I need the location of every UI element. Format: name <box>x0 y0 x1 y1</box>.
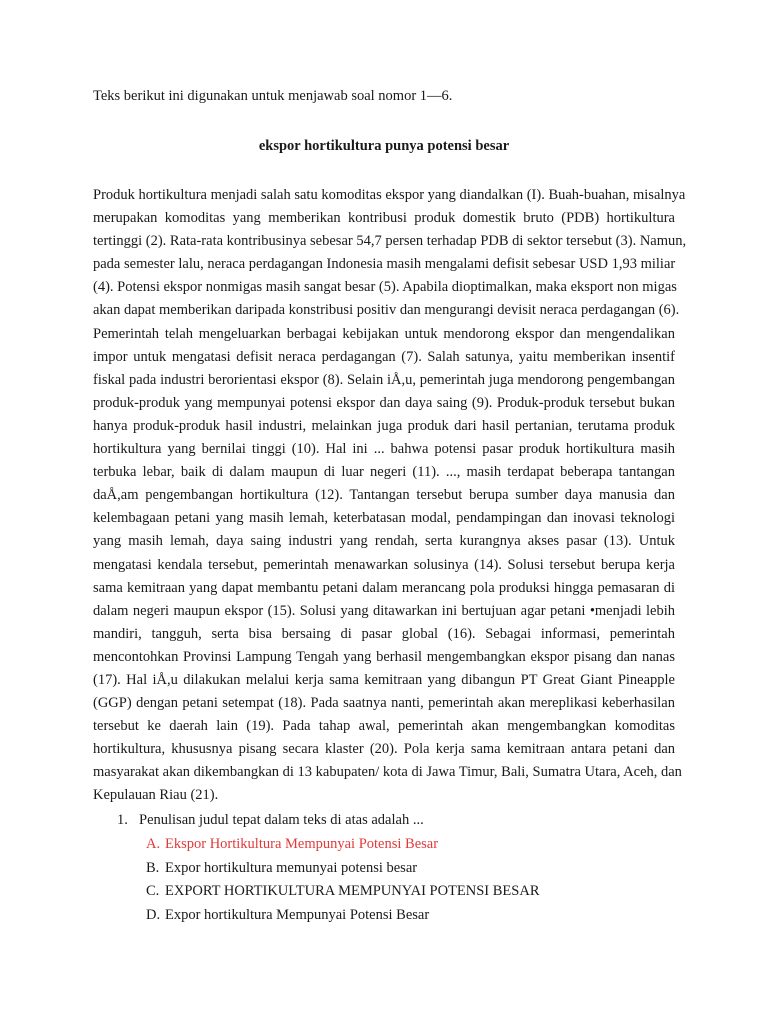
option-text: Expor hortikultura memunyai potensi besar <box>165 859 418 876</box>
paragraph-line: impor untuk mengatasi defisit neraca perdagangan (7). Salah satunya, yaitu memberikan insentif <box>93 348 675 365</box>
paragraph-line: hortikultura, khususnya pisang secara klaster (20). Pola kerja sama kemitraan antara petani dan <box>93 741 675 758</box>
option-letter: B. <box>146 859 160 876</box>
paragraph-line: Kepulauan Riau (21). <box>93 787 219 804</box>
article-title: ekspor hortikultura punya potensi besar <box>258 138 510 154</box>
paragraph-line: mandiri, tangguh, serta bisa bersaing di pasar global (16). Sebagai informasi, pemerintah <box>93 625 675 642</box>
paragraph-line: pada semester lalu, neraca perdagangan Indonesia masih mengalami defisit sebesar USD 1,93 miliar <box>93 256 676 273</box>
option-b <box>146 857 540 881</box>
paragraph-line: masyarakat akan dikembangkan di 13 kabupaten/ kota di Jawa Timur, Bali, Sumatra Utara, Aceh, dan <box>93 764 682 781</box>
paragraph-line: hortikultura yang bernilai tinggi (10). Hal ini ... bahwa potensi pasar produk hortikultura masih <box>93 441 675 458</box>
question-text: Penulisan judul tepat dalam teks di atas adalah ... <box>139 812 424 828</box>
option-a <box>146 833 540 857</box>
paragraph-line: (17). Hal iÅ,u dilakukan melalui kerja sama kemitraan yang dibangun PT Great Giant Pineapple <box>93 671 675 688</box>
option-d <box>146 904 540 928</box>
article-paragraph <box>93 184 687 808</box>
paragraph-line: daÅ,am pengembangan hortikultura (12). Tantangan tersebut berupa sumber daya manusia dan <box>93 487 675 504</box>
paragraph-line: tersebut ke daerah lain (19). Pada tahap awal, pemerintah akan mengembangkan komoditas <box>93 718 675 735</box>
option-text: Expor hortikultura Mempunyai Potensi Besar <box>165 906 430 923</box>
option-text: Ekspor Hortikultura Mempunyai Potensi Besar <box>165 836 439 852</box>
question-1 <box>117 810 424 830</box>
paragraph-line: dalam negeri maupun ekspor (15). Solusi yang ditawarkan ini bertujuan agar petani •menjadi lebih <box>93 602 675 619</box>
paragraph-line: sama kemitraan yang dapat membantu petani dalam merancang pola produksi hingga pemasaran di <box>93 579 675 596</box>
paragraph-line: produk-produk yang mempunyai potensi ekspor dan daya saing (9). Produk-produk tersebut bukan <box>93 394 675 411</box>
paragraph-line: terbuka lebar, baik di dalam maupun di luar negeri (11). ..., masih terdapat beberapa tantangan <box>93 464 675 481</box>
paragraph-line: hanya produk-produk hasil industri, melainkan juga produk dari hasil pertanian, terutama produk <box>93 417 675 434</box>
paragraph-line: merupakan komoditas yang memberikan kontribusi produk domestik bruto (PDB) hortikultura <box>93 210 675 227</box>
question-number: 1. <box>117 812 128 828</box>
answer-options <box>146 833 540 927</box>
paragraph-line: yang masih lemah, daya saing industri yang rendah, serta kurangnya akses pasar (13). Untuk <box>93 533 675 550</box>
option-c <box>146 880 540 904</box>
paragraph-line: Produk hortikultura menjadi salah satu komoditas ekspor yang diandalkan (I). Buah-buahan, misalnya <box>93 187 686 203</box>
paragraph-line: tertinggi (2). Rata-rata kontribusinya sebesar 54,7 persen terhadap PDB di sektor tersebut (3). Namun, <box>93 233 687 250</box>
paragraph-line: (GGP) dengan petani setempat (18). Pada saatnya nanti, pemerintah akan mereplikasi keberhasilan <box>93 695 675 712</box>
option-letter: C. <box>146 883 160 899</box>
option-letter: D. <box>146 906 161 923</box>
intro-text: Teks berikut ini digunakan untuk menjawab soal nomor 1—6. <box>93 88 453 104</box>
paragraph-line: fiskal pada industri berorientasi ekspor (8). Selain iÅ,u, pemerintah juga mendorong pengembangan <box>93 371 675 388</box>
option-text: EXPORT HORTIKULTURA MEMPUNYAI POTENSI BESAR <box>165 883 540 899</box>
paragraph-line: Pemerintah telah mengeluarkan berbagai kebijakan untuk mendorong ekspor dan mengendalikan <box>93 325 675 342</box>
paragraph-line: mencontohkan Provinsi Lampung Tengah yang berhasil mengembangkan ekspor pisang dan nanas <box>93 648 675 665</box>
paragraph-line: akan dapat memberikan daripada konstribusi positiv dan mengurangi devisit neraca perdagangan (6). <box>93 302 680 319</box>
paragraph-line: (4). Potensi ekspor nonmigas masih sangat besar (5). Apabila dioptimalkan, maka eksport non migas <box>93 279 677 296</box>
option-letter: A. <box>146 836 161 852</box>
paragraph-line: mengatasi kendala tersebut, pemerintah menawarkan solusinya (14). Solusi tersebut berupa kerja <box>93 556 675 573</box>
paragraph-line: kelembagaan petani yang masih lemah, keterbatasan modal, pendampingan dan inovasi teknologi <box>93 510 675 527</box>
